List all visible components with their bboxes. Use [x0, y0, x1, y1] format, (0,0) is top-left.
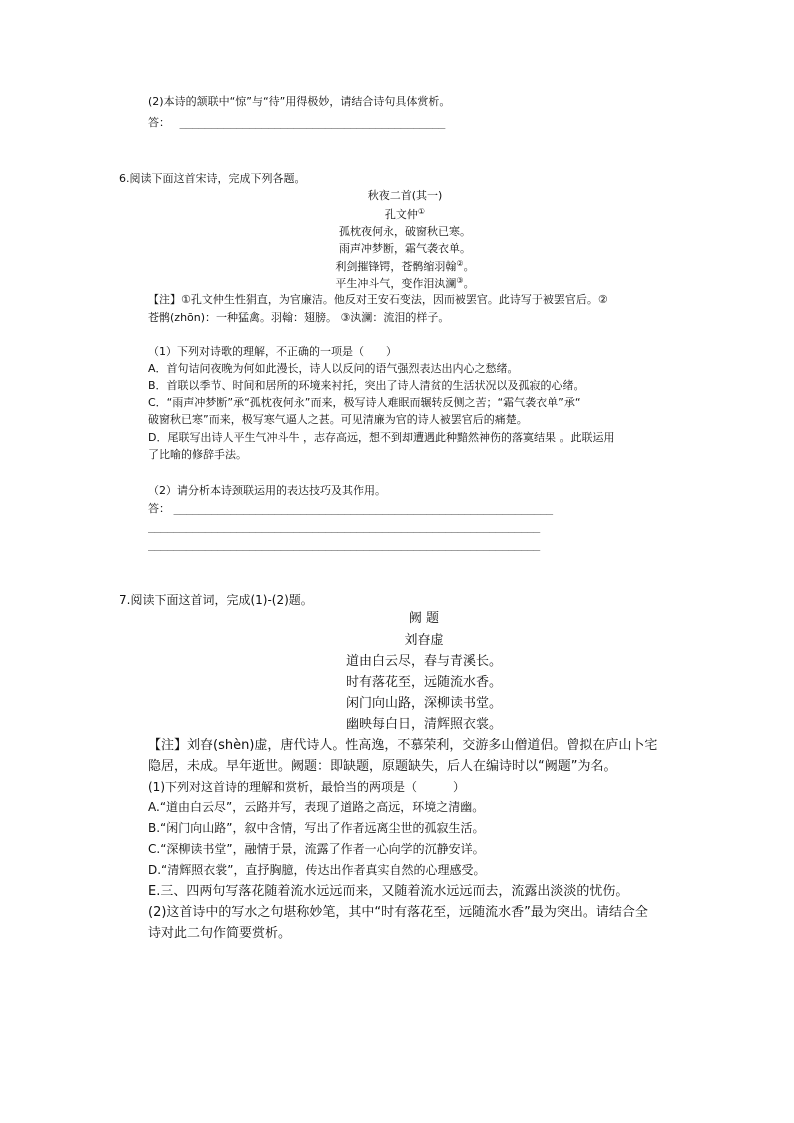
q6-option-a: A．首句诘问夜晚为何如此漫长，诗人以反问的语气强烈表达出内心之愁绪。 [148, 362, 519, 375]
q6-poem-title: 秋夜二首(其一) [367, 189, 443, 202]
q6-note-line-2: 苍鹘(zhōn)：一种猛禽。羽翰：翅膀。 ③汍澜：流泪的样子。 [148, 311, 450, 324]
q6-intro: 6.阅读下面这首宋诗，完成下列各题。 [119, 172, 306, 185]
q7-option-b: B.“闲门向山路”，叙中含情，写出了作者远离尘世的孤寂生活。 [148, 821, 485, 835]
q5-answer [148, 117, 445, 128]
q6-option-d: D．尾联写出诗人平生气冲斗牛 ，志存高远，想不到却遭遇此种黯然神伤的落寞结果 。此联运用 [148, 431, 615, 444]
q6-answer-label: 答： [148, 502, 170, 515]
q7-poem-line-3: 闲门向山路，深柳读书堂。 [345, 696, 502, 711]
q6-poem-line-1: 孤枕夜何永，破窗秋已寒。 [339, 225, 471, 238]
q7-poem-line-1: 道由白云尽，春与青溪长。 [345, 654, 502, 669]
q6-poem-line-3: 利剑摧锋锷，苍鹘缩羽翰②。 [335, 259, 475, 273]
q7-poem-line-4: 幽映每白日，清辉照衣裳。 [345, 717, 502, 732]
q6-poem-line-2: 雨声冲梦断，霜气袭衣单。 [339, 242, 471, 255]
q7-poem-line-2: 时有落花至，远随流水香。 [345, 675, 502, 690]
q6-answer [148, 503, 553, 514]
q6-option-b: B．首联以季节、时间和居所的环境来衬托，突出了诗人清贫的生活状况以及孤寂的心绪。 [148, 379, 585, 392]
q7-option-d: D.“清辉照衣裳”，直抒胸臆，传达出作者真实自然的心理感受。 [148, 863, 486, 877]
q7-poem-author: 刘昚虚 [404, 633, 444, 648]
q7-note-line-2: 隐居，未成。早年逝世。阙题：即缺题，原题缺失，后人在编诗时以“阙题”为名。 [148, 759, 617, 774]
q6-answer-line-3[interactable]: ______________________________________________________________ [148, 538, 540, 551]
q6-answer-line-2[interactable]: ______________________________________________________________ [148, 520, 540, 533]
q7-option-c: C.“深柳读书堂”，融情于景，流露了作者一心向学的沉静安详。 [148, 842, 485, 856]
q7-sub1: (1)下列对这首诗的理解和赏析，最恰当的两项是（ ） [148, 780, 466, 794]
q7-intro: 7.阅读下面这首词，完成(1)-(2)题。 [119, 593, 313, 607]
q7-sub2-line-1: (2)这首诗中的写水之句堪称妙笔，其中“时有落花至，远随流水香”最为突出。请结合全 [148, 905, 648, 920]
q6-option-c-cont: 破窗秋已寒”而来，极写寒气逼人之甚。可见清廉为官的诗人被罢官后的痛楚。 [148, 413, 528, 426]
q6-sub1: （1）下列对诗歌的理解，不正确的一项是（ ） [148, 345, 397, 358]
q6-answer-line-1[interactable]: ____________________________________________________________ [173, 502, 553, 515]
q5-sub2: (2)本诗的颔联中“惊”与“待”用得极妙，请结合诗句具体赏析。 [148, 95, 451, 108]
q6-poem-line-4: 平生冲斗气，变作泪汍澜③。 [335, 276, 475, 290]
q6-option-c: C．“雨声冲梦断”承“孤枕夜何永”而来，极写诗人难眠而辗转反侧之苦；“霜气袭衣单”承“ [148, 396, 581, 409]
q7-option-e: E.三、四两句写落花随着流水远远而来，又随着流水远远而去，流露出淡淡的忧伤。 [148, 884, 629, 899]
q6-poem-author: 孔文仲① [384, 207, 426, 221]
q7-option-a: A.“道由白云尽”，云路并写，表现了道路之高远，环境之清幽。 [148, 800, 485, 814]
q5-answer-line[interactable]: __________________________________________ [179, 116, 446, 129]
q6-note-line-1: 【注】①孔文仲生性狷直，为官廉洁。他反对王安石变法，因而被罢官。此诗写于被罢官后。② [148, 293, 608, 306]
q5-answer-label: 答： [148, 116, 170, 129]
q7-poem-title: 阙 题 [408, 611, 440, 626]
q6-sub2: （2）请分析本诗颈联运用的表达技巧及其作用。 [148, 484, 386, 497]
q7-sub2-line-2: 诗对此二句作简要赏析。 [148, 926, 292, 941]
q7-note-line-1: 【注】刘昚(shèn)虚，唐代诗人。性高逸，不慕荣利，交游多山僧道侣。曾拟在庐山卜宅 [148, 738, 658, 753]
q6-option-d-cont: 了比喻的修辞手法。 [148, 448, 247, 461]
